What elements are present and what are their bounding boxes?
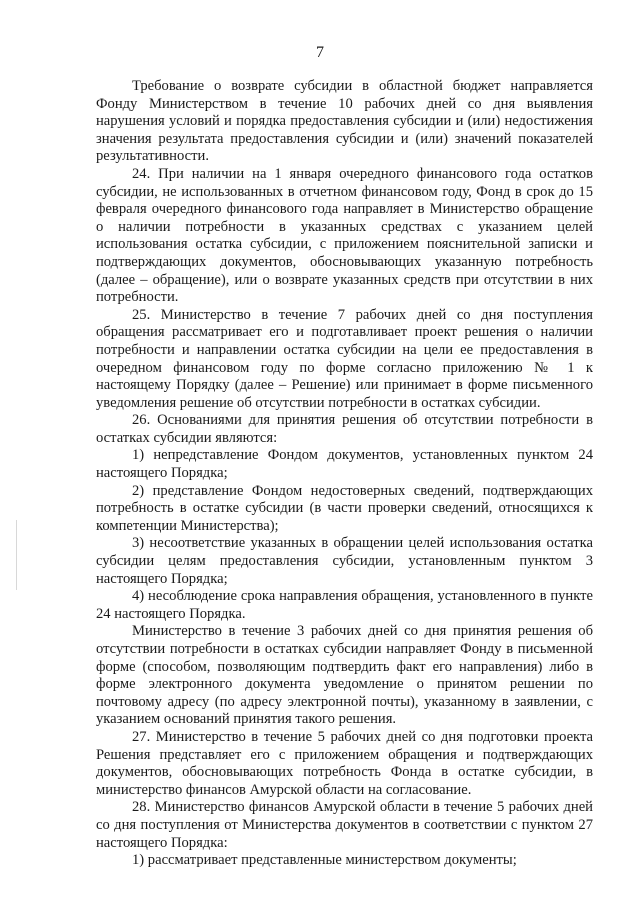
list-item-26-4: 4) несоблюдение срока направления обращения, установленного в пункте 24 настоящего Порядка. <box>96 588 593 622</box>
paragraph-26: 26. Основаниями для принятия решения об отсутствии потребности в остатках субсидии являются: <box>96 412 593 446</box>
paragraph-25: 25. Министерство в течение 7 рабочих дней со дня поступления обращения рассматривает его и подготавливает проект решения о наличии потребности и направлении остатка субсидии на цели ее предоставления в очередном финансовом году по форме согласно приложению № 1 к настоящему Порядку (далее – Решение) или принимает в форме письменного уведомления решение об отсутствии потребности в остатках субсидии. <box>96 306 593 411</box>
list-item-28-1: 1) рассматривает представленные министерством документы; <box>132 852 517 869</box>
paragraph-subsidy-return-requirement: Требование о возврате субсидии в областной бюджет направляется Фонду Министерством в течение 10 рабочих дней со дня выявления нарушения условий и порядка предоставления субсидии и (или) недостижения значения результата предоставления субсидии и (или) значений показателей результативности. <box>96 78 593 165</box>
paragraph-28: 28. Министерство финансов Амурской области в течение 5 рабочих дней со дня поступления от Министерства документов в соответствии с пунктом 27 настоящего Порядка: <box>96 799 593 851</box>
list-item-26-3: 3) несоответствие указанных в обращении целей использования остатка субсидии целям предоставления субсидии, установленным пунктом 3 настоящего Порядка; <box>96 535 593 587</box>
paragraph-24: 24. При наличии на 1 января очередного финансового года остатков субсидии, не использованных в отчетном финансовом году, Фонд в срок до 15 февраля очередного финансового года направляет в Министерство обращение о наличии потребности в указанных средствах с указанием целей использования остатка субсидии, с приложением пояснительной записки и подтверждающих документов, обосновывающих указанную потребность (далее – обращение), или о возврате указанных средств при отсутствии в них потребности. <box>96 165 593 306</box>
page-number: 7 <box>316 44 324 61</box>
document-body <box>96 78 593 870</box>
paragraph-notification: Министерство в течение 3 рабочих дней со дня принятия решения об отсутствии потребности в остатках субсидии направляет Фонду в письменной форме (способом, позволяющим подтвердить факт его направления) либо в форме электронного документа уведомление о принятом решении по почтовому адресу (по адресу электронной почты), указанному в заявлении, с указанием оснований принятия такого решения. <box>96 623 593 728</box>
list-item-26-2: 2) представление Фондом недостоверных сведений, подтверждающих потребность в остатке субсидии (в части проверки сведений, относящихся к компетенции Министерства); <box>96 482 593 534</box>
scan-artifact-line <box>16 520 17 590</box>
list-item-26-1: 1) непредставление Фондом документов, установленных пунктом 24 настоящего Порядка; <box>96 447 593 482</box>
paragraph-27: 27. Министерство в течение 5 рабочих дней со дня подготовки проекта Решения представляет его с приложением обращения и подтверждающих документов, обосновывающих потребность Фонда в остатке субсидии, в министерство финансов Амурской области на согласование. <box>96 728 593 798</box>
